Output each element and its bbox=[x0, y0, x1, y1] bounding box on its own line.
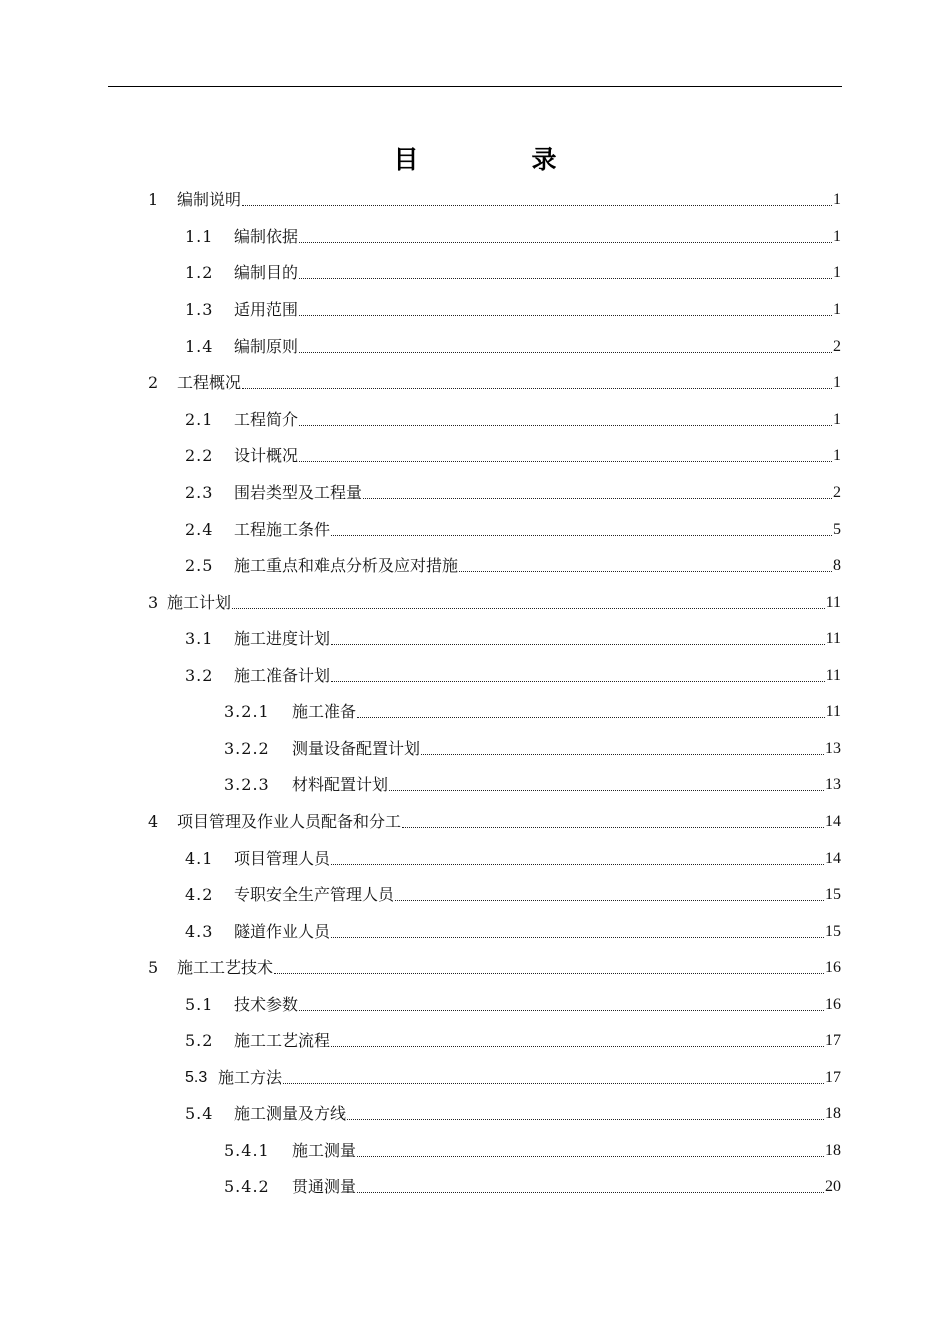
toc-entry[interactable] bbox=[185, 1064, 841, 1088]
toc-entry-number: 5 bbox=[148, 958, 159, 977]
toc-entry-label: 隧道作业人员 bbox=[234, 922, 331, 941]
toc-entry-page: 5 bbox=[833, 521, 841, 538]
toc-entry-label: 测量设备配置计划 bbox=[292, 739, 421, 758]
toc-entry-label: 编制目的 bbox=[234, 263, 299, 282]
header-rule bbox=[108, 86, 842, 87]
toc-entry-number: 2.5 bbox=[185, 556, 214, 575]
dot-leader bbox=[459, 571, 832, 572]
toc-entry-number: 1.3 bbox=[185, 300, 214, 319]
toc-entry-number: 1 bbox=[148, 190, 159, 209]
toc-entry-page: 2 bbox=[833, 338, 841, 355]
toc-entry-page: 13 bbox=[825, 740, 841, 757]
dot-leader bbox=[347, 1119, 824, 1120]
toc-entry-number: 2.4 bbox=[185, 520, 214, 539]
toc-entry-label: 施工测量 bbox=[292, 1141, 357, 1160]
toc-entry-number: 4.2 bbox=[185, 885, 214, 904]
toc-entry-page: 14 bbox=[825, 850, 841, 867]
toc-entry[interactable] bbox=[185, 662, 841, 686]
dot-leader bbox=[299, 242, 832, 243]
toc-entry-number: 4.3 bbox=[185, 922, 214, 941]
toc-entry[interactable] bbox=[185, 845, 841, 869]
toc-entry-page: 8 bbox=[833, 557, 841, 574]
toc-entry-label: 工程施工条件 bbox=[234, 520, 331, 539]
toc-entry-number: 5.4.2 bbox=[224, 1177, 270, 1196]
toc-entry-label: 工程概况 bbox=[177, 373, 242, 392]
toc-entry-page: 11 bbox=[825, 594, 841, 611]
toc-entry[interactable] bbox=[224, 698, 841, 722]
toc-entry-number: 2.1 bbox=[185, 410, 214, 429]
toc-entry-label: 贯通测量 bbox=[292, 1177, 357, 1196]
toc-entry[interactable] bbox=[185, 918, 841, 942]
dot-leader bbox=[331, 535, 832, 536]
toc-entry-page: 17 bbox=[825, 1032, 841, 1049]
dot-leader bbox=[331, 681, 825, 682]
toc-entry-page: 18 bbox=[825, 1142, 841, 1159]
toc-entry-number: 5.4.1 bbox=[224, 1141, 270, 1160]
toc-entry[interactable] bbox=[185, 552, 841, 576]
toc-entry[interactable] bbox=[185, 479, 841, 503]
toc-entry[interactable] bbox=[185, 516, 841, 540]
toc-entry-number: 5.1 bbox=[185, 995, 214, 1014]
dot-leader bbox=[357, 1192, 824, 1193]
toc-entry-number: 1.4 bbox=[185, 337, 214, 356]
toc-entry[interactable] bbox=[185, 625, 841, 649]
toc-entry[interactable] bbox=[148, 186, 841, 210]
toc-entry-page: 1 bbox=[833, 264, 841, 281]
toc-entry-number: 3.2 bbox=[185, 666, 214, 685]
dot-leader bbox=[274, 973, 824, 974]
toc-entry[interactable] bbox=[148, 589, 841, 613]
toc-entry-label: 项目管理及作业人员配备和分工 bbox=[177, 812, 402, 831]
toc-entry-label: 施工进度计划 bbox=[234, 629, 331, 648]
toc-entry-page: 11 bbox=[825, 667, 841, 684]
toc-entry-label: 工程简介 bbox=[234, 410, 299, 429]
toc-entry[interactable] bbox=[185, 223, 841, 247]
toc-entry-page: 2 bbox=[833, 484, 841, 501]
toc-entry-label: 技术参数 bbox=[234, 995, 299, 1014]
dot-leader bbox=[389, 790, 824, 791]
toc-entry-page: 16 bbox=[825, 959, 841, 976]
toc-entry-label: 施工计划 bbox=[167, 593, 232, 612]
toc-entry[interactable] bbox=[185, 881, 841, 905]
dot-leader bbox=[331, 937, 824, 938]
toc-entry[interactable] bbox=[185, 406, 841, 430]
toc-entry-page: 17 bbox=[825, 1069, 841, 1086]
toc-entry-label: 专职安全生产管理人员 bbox=[234, 885, 395, 904]
toc-entry-page: 20 bbox=[825, 1178, 841, 1195]
toc-entry-label: 项目管理人员 bbox=[234, 849, 331, 868]
toc-entry[interactable] bbox=[185, 296, 841, 320]
toc-entry-number: 5.3 bbox=[185, 1069, 208, 1086]
dot-leader bbox=[283, 1083, 824, 1084]
dot-leader bbox=[363, 498, 832, 499]
toc-entry-label: 施工工艺技术 bbox=[177, 958, 274, 977]
toc-entry-label: 编制依据 bbox=[234, 227, 299, 246]
toc-entry-number: 1.1 bbox=[185, 227, 214, 246]
dot-leader bbox=[299, 352, 832, 353]
toc-title: 目 录 bbox=[393, 145, 601, 174]
toc-entry-number: 1.2 bbox=[185, 263, 214, 282]
toc-entry-number: 3.2.3 bbox=[224, 775, 270, 794]
toc-entry[interactable] bbox=[185, 442, 841, 466]
toc-entry-number: 2.3 bbox=[185, 483, 214, 502]
toc-entry-number: 4 bbox=[148, 812, 159, 831]
toc-entry-page: 1 bbox=[833, 191, 841, 208]
dot-leader bbox=[331, 1046, 824, 1047]
dot-leader bbox=[299, 1010, 824, 1011]
toc-entry-page: 16 bbox=[825, 996, 841, 1013]
dot-leader bbox=[357, 1156, 824, 1157]
toc-entry-number: 3 bbox=[148, 593, 159, 612]
toc-entry-label: 适用范围 bbox=[234, 300, 299, 319]
toc-entry[interactable] bbox=[185, 1100, 841, 1124]
toc-entry-page: 1 bbox=[833, 228, 841, 245]
toc-entry-label: 施工工艺流程 bbox=[234, 1031, 331, 1050]
toc-entry-label: 编制原则 bbox=[234, 337, 299, 356]
toc-entry[interactable] bbox=[185, 1027, 841, 1051]
toc-entry[interactable] bbox=[224, 771, 841, 795]
toc-entry-label: 施工准备计划 bbox=[234, 666, 331, 685]
toc-entry-page: 11 bbox=[825, 703, 841, 720]
toc-entry[interactable] bbox=[148, 369, 841, 393]
toc-entry-number: 5.2 bbox=[185, 1031, 214, 1050]
dot-leader bbox=[357, 717, 825, 718]
toc-entry-number: 3.1 bbox=[185, 629, 214, 648]
toc-entry-page: 13 bbox=[825, 776, 841, 793]
toc-entry-page: 11 bbox=[825, 630, 841, 647]
toc-entry-number: 3.2.1 bbox=[224, 702, 270, 721]
dot-leader bbox=[331, 644, 825, 645]
toc-entry-label: 施工方法 bbox=[218, 1068, 283, 1087]
toc-entry-label: 施工准备 bbox=[292, 702, 357, 721]
toc-entry-page: 15 bbox=[825, 886, 841, 903]
toc-entry-label: 施工重点和难点分析及应对措施 bbox=[234, 556, 459, 575]
dot-leader bbox=[402, 827, 824, 828]
dot-leader bbox=[299, 315, 832, 316]
toc-entry-number: 2.2 bbox=[185, 446, 214, 465]
toc-entry-number: 2 bbox=[148, 373, 159, 392]
dot-leader bbox=[421, 754, 824, 755]
toc-entry-label: 编制说明 bbox=[177, 190, 242, 209]
toc-entry-label: 材料配置计划 bbox=[292, 775, 389, 794]
dot-leader bbox=[299, 278, 832, 279]
toc-entry-page: 15 bbox=[825, 923, 841, 940]
toc-entry-number: 5.4 bbox=[185, 1104, 214, 1123]
toc-entry[interactable] bbox=[185, 991, 841, 1015]
toc-entry[interactable] bbox=[148, 954, 841, 978]
dot-leader bbox=[395, 900, 824, 901]
toc-entry-page: 1 bbox=[833, 447, 841, 464]
toc-entry[interactable] bbox=[224, 1137, 841, 1161]
dot-leader bbox=[331, 864, 824, 865]
toc-entry[interactable] bbox=[224, 1173, 841, 1197]
dot-leader bbox=[242, 205, 832, 206]
toc-entry-label: 围岩类型及工程量 bbox=[234, 483, 363, 502]
toc-entry[interactable] bbox=[185, 259, 841, 283]
toc-entry[interactable] bbox=[148, 808, 841, 832]
toc-entry[interactable] bbox=[224, 735, 841, 759]
dot-leader bbox=[242, 388, 832, 389]
toc-entry-label: 设计概况 bbox=[234, 446, 299, 465]
toc-entry-number: 3.2.2 bbox=[224, 739, 270, 758]
toc-entry-number: 4.1 bbox=[185, 849, 214, 868]
toc-entry-page: 18 bbox=[825, 1105, 841, 1122]
toc-entry-label: 施工测量及方线 bbox=[234, 1104, 347, 1123]
toc-entry-page: 1 bbox=[833, 411, 841, 428]
toc-entry-page: 1 bbox=[833, 301, 841, 318]
dot-leader bbox=[299, 425, 832, 426]
toc-entry-page: 1 bbox=[833, 374, 841, 391]
toc-entry-page: 14 bbox=[825, 813, 841, 830]
toc-entry[interactable] bbox=[185, 333, 841, 357]
dot-leader bbox=[299, 461, 832, 462]
dot-leader bbox=[232, 608, 825, 609]
